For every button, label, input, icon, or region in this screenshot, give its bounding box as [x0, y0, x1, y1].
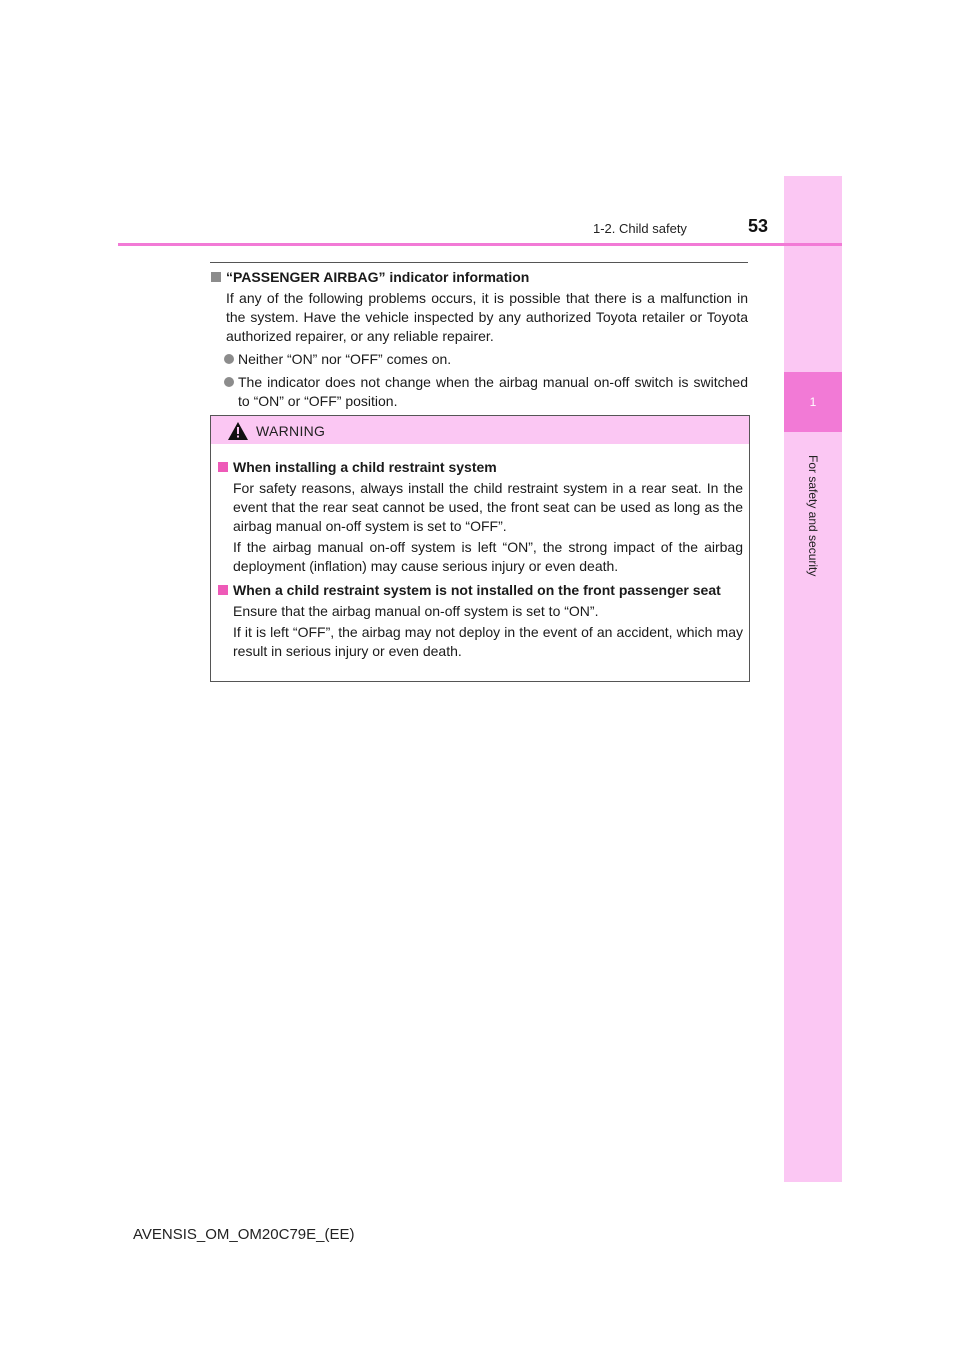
round-bullet-icon — [224, 377, 234, 387]
warning-body — [211, 444, 749, 661]
indicator-info-section — [210, 262, 748, 411]
list-item-text: The indicator does not change when the airbag manual on-off switch is switched to “ON” or “OFF” position. — [238, 374, 748, 409]
warning-label: WARNING — [256, 423, 326, 439]
round-bullet-icon — [224, 354, 234, 364]
chapter-label — [784, 436, 842, 596]
warning-item-title: When installing a child restraint system — [233, 459, 497, 475]
warning-box — [210, 415, 750, 682]
section-title: 1-2. Child safety — [593, 221, 687, 236]
square-bullet-icon — [218, 585, 228, 595]
warning-header — [211, 416, 749, 444]
header-divider — [118, 243, 842, 246]
warning-item-heading — [217, 458, 743, 477]
indicator-info-title: “PASSENGER AIRBAG” indicator information — [226, 269, 530, 285]
warning-item-heading — [217, 581, 743, 600]
warning-item-text: If the airbag manual on-off system is left “ON”, the strong impact of the airbag deployment (inflation) may cause serious injury or even death. — [233, 539, 743, 574]
warning-item-text: Ensure that the airbag manual on-off system is set to “ON”. — [233, 603, 599, 619]
warning-item-text: For safety reasons, always install the child restraint system in a rear seat. In the event that the rear seat cannot be used, the front seat can be used as long as the airbag manual on-off system is set to “OFF”. — [233, 480, 743, 534]
warning-triangle-icon — [228, 422, 248, 445]
square-bullet-icon — [218, 462, 228, 472]
warning-item-title: When a child restraint system is not installed on the front passenger seat — [233, 582, 721, 598]
warning-item-text: If it is left “OFF”, the airbag may not deploy in the event of an accident, which may result in serious injury or even death. — [233, 624, 743, 659]
chapter-number-text: 1 — [809, 395, 817, 409]
list-item-text: Neither “ON” nor “OFF” comes on. — [238, 351, 452, 367]
page-number: 53 — [748, 216, 769, 236]
square-bullet-icon — [211, 272, 221, 282]
indicator-info-intro: If any of the following problems occurs, it is possible that there is a malfunction in the system. Have the vehicle inspected by any authorized Toyota retailer or Toyota authorized repairer, or any reliable repairer. — [226, 290, 748, 344]
list-item — [210, 350, 748, 369]
side-tab — [784, 176, 842, 1182]
indicator-info-heading — [210, 268, 748, 287]
list-item — [210, 373, 748, 411]
chapter-number — [784, 372, 842, 432]
document-code: AVENSIS_OM_OM20C79E_(EE) — [133, 1226, 355, 1243]
chapter-label-text: For safety and security — [806, 455, 820, 577]
